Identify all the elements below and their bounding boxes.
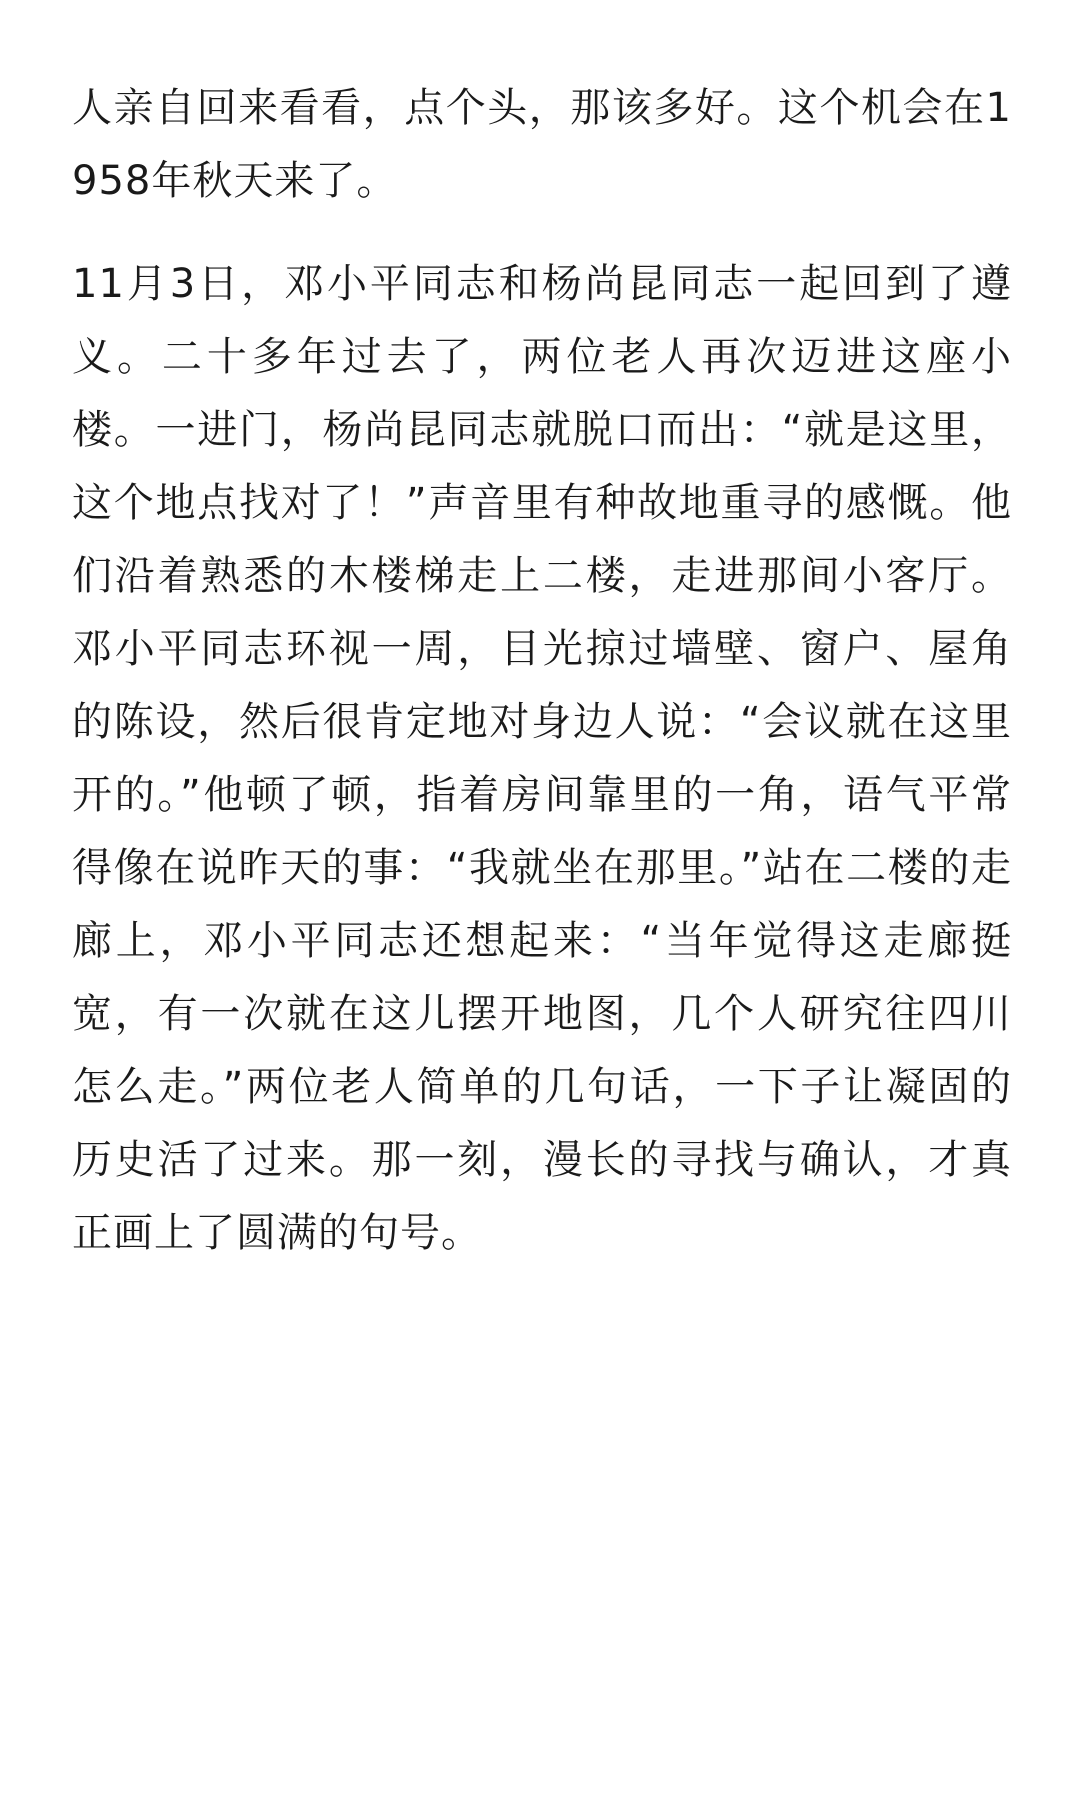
paragraph: 11月3日，邓小平同志和杨尚昆同志一起回到了遵义。二十多年过去了，两位老人再次迈进这座小楼。一进门，杨尚昆同志就脱口而出：“就是这里，这个地点找对了！”声音里有种故地重寻的感慨。他们沿着熟悉的木楼梯走上二楼，走进那间小客厅。邓小平同志环视一周，目光掠过墙壁、窗户、屋角的陈设，然后很肯定地对身边人说：“会议就在这里开的。”他顿了顿，指着房间靠里的一角，语气平常得像在说昨天的事：“我就坐在那里。”站在二楼的走廊上，邓小平同志还想起来：“当年觉得这走廊挺宽，有一次就在这儿摆开地图，几个人研究往四川怎么走。”两位老人简单的几句话，一下子让凝固的历史活了过来。那一刻，漫长的寻找与确认，才真正画上了圆满的句号。	[72, 261, 1012, 1256]
article-body	[72, 72, 1012, 1300]
paragraph: 人亲自回来看看，点个头，那该多好。这个机会在1958年秋天来了。	[72, 85, 1012, 204]
